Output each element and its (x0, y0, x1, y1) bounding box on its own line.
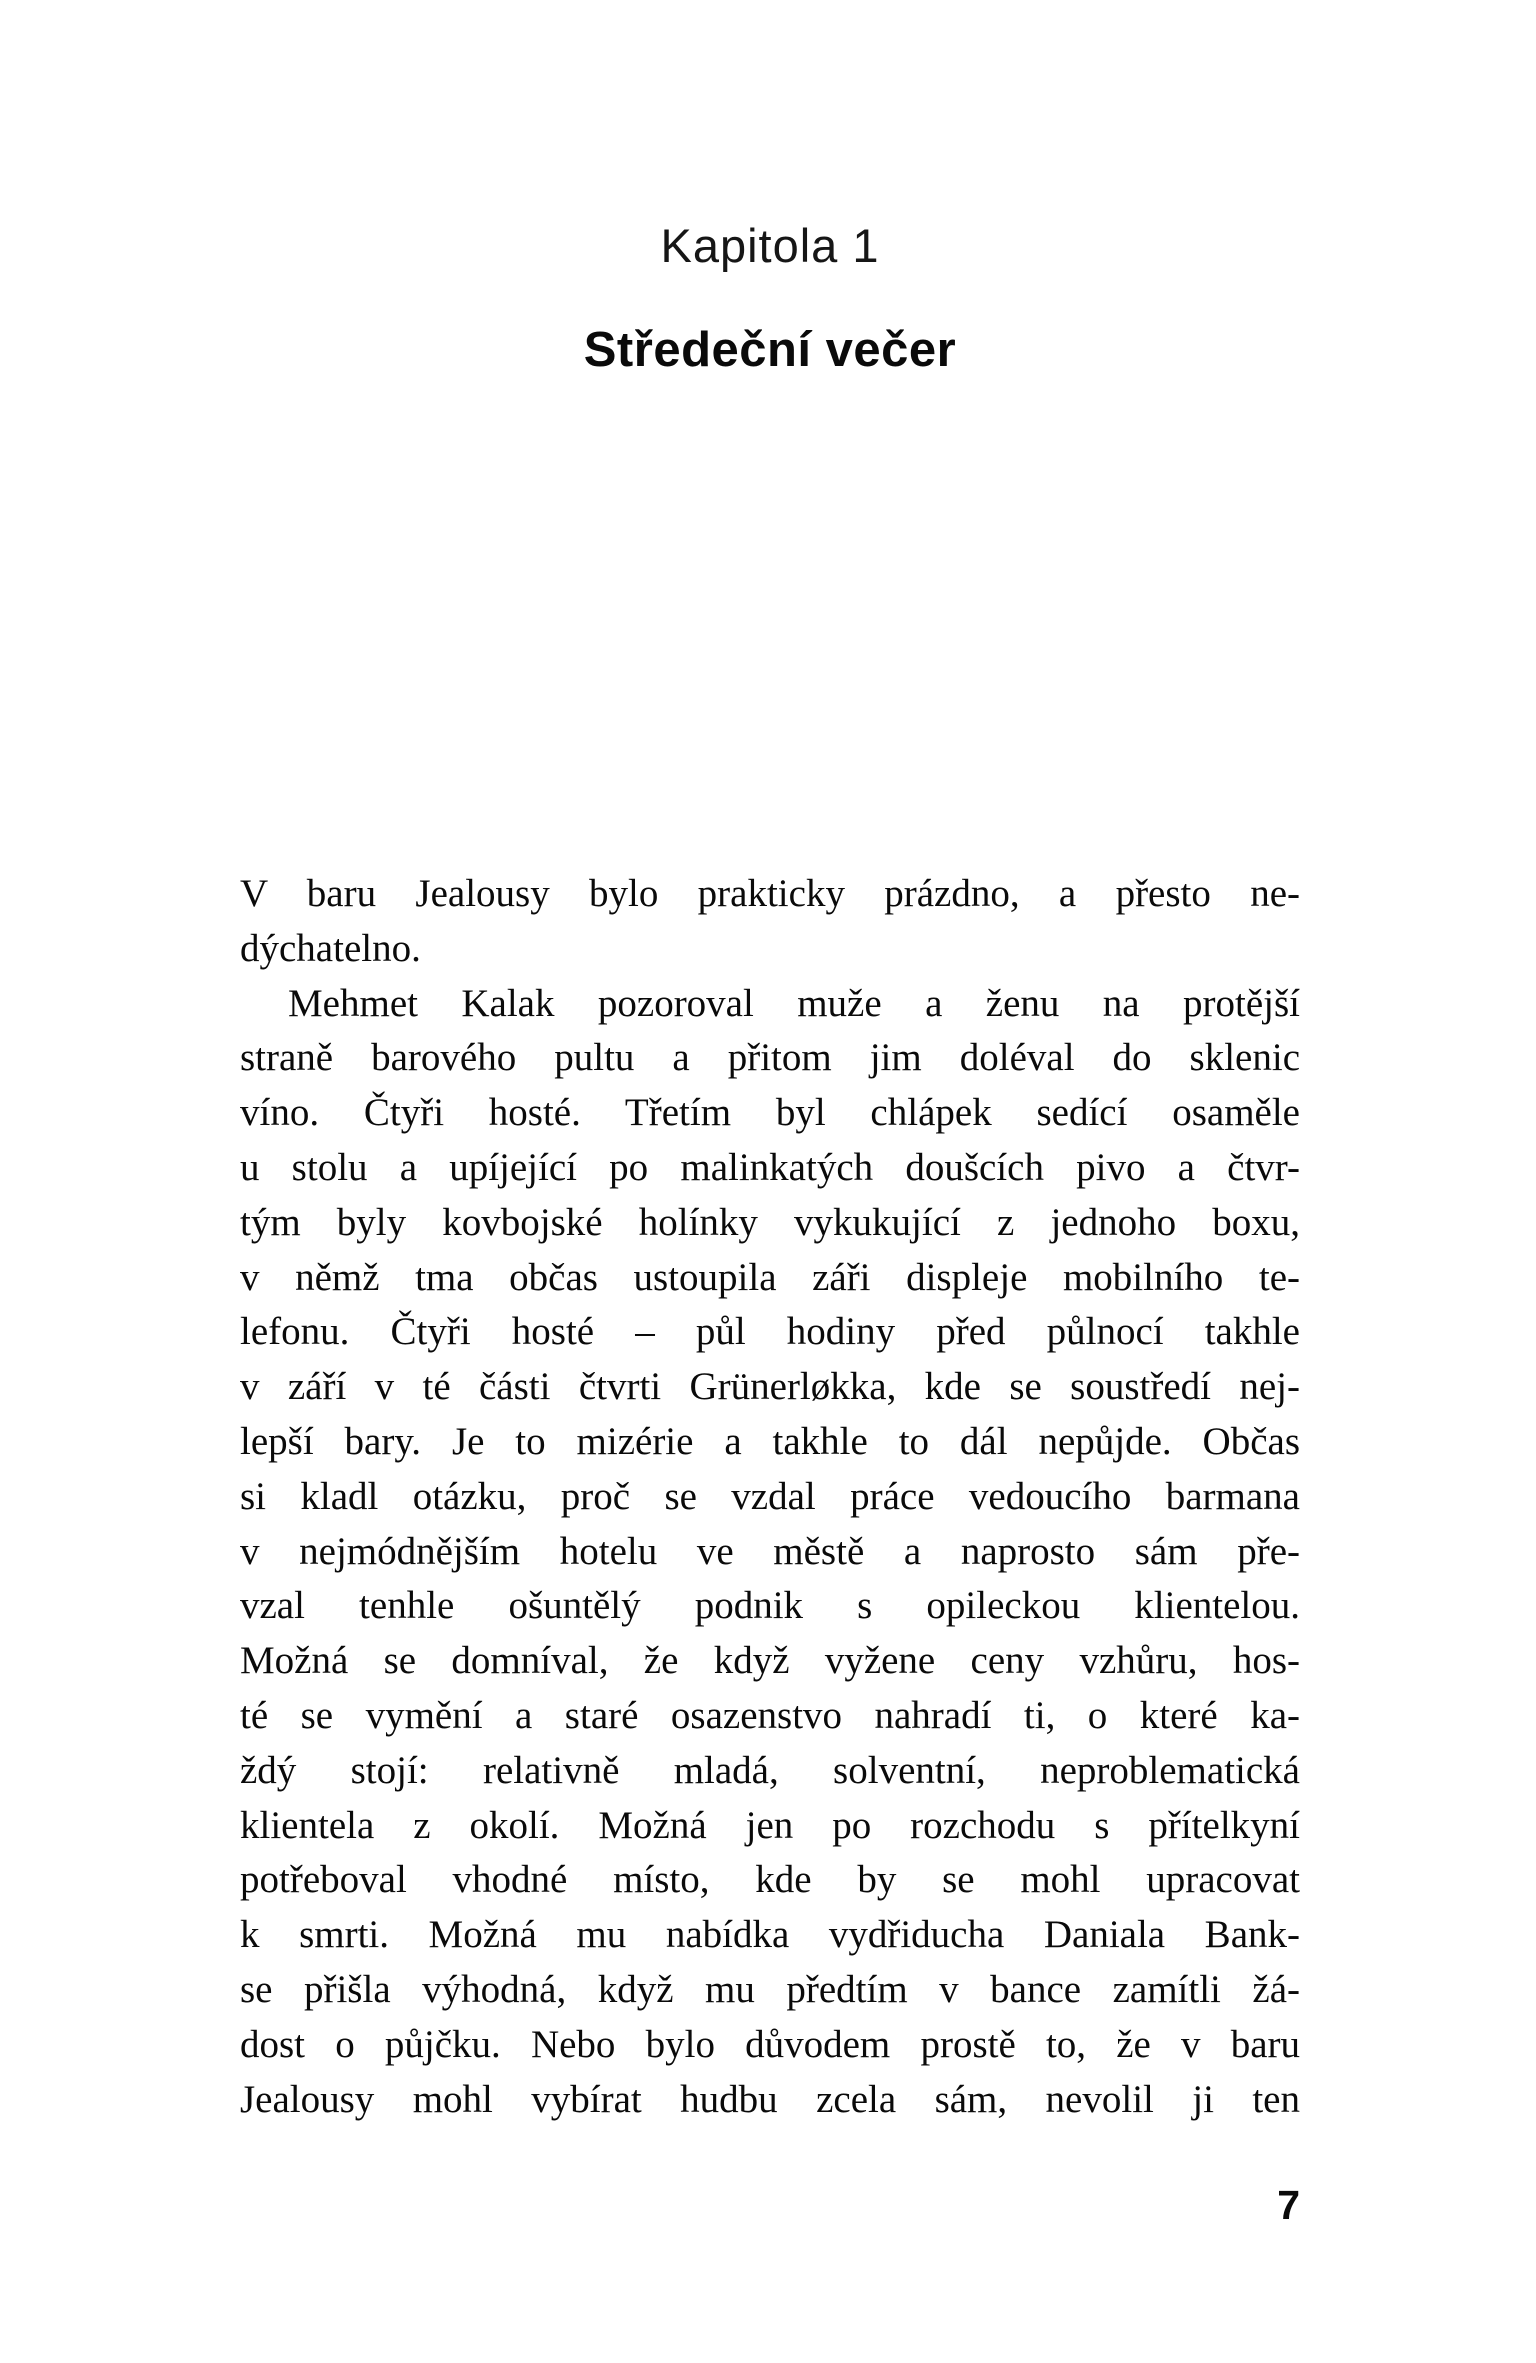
text-line: u stolu a upíjející po malinkatých doušcích pivo a čtvr- (240, 1145, 1300, 1189)
text-line: dýchatelno. (240, 926, 421, 970)
text-line: Možná se domníval, že když vyžene ceny vzhůru, hos- (240, 1639, 1300, 1683)
paragraph (240, 867, 1300, 977)
text-line: k smrti. Možná mu nabídka vydřiducha Daniala Bank- (240, 1913, 1300, 1957)
text-line: Mehmet Kalak pozoroval muže a ženu na protější (288, 981, 1300, 1025)
chapter-title-heading: Středeční večer (583, 323, 957, 377)
text-line: potřeboval vhodné místo, kde by se mohl upracovat (240, 1858, 1300, 1902)
text-line: dost o půjčku. Nebo bylo důvodem prostě to, že v baru (240, 2022, 1300, 2066)
text-line: v září v té části čtvrti Grünerløkka, kde se soustředí nej- (240, 1365, 1300, 1409)
text-line: straně barového pultu a přitom jim doléval do sklenic (240, 1036, 1300, 1080)
chapter-number-heading: Kapitola 1 (660, 219, 880, 272)
text-line: lepší bary. Je to mizérie a takhle to dál nepůjde. Občas (240, 1419, 1300, 1463)
text-column (240, 0, 1300, 2229)
text-line: v němž tma občas ustoupila záři displeje mobilního te- (240, 1255, 1300, 1299)
text-line: v nejmódnějším hotelu ve městě a naprosto sám pře- (240, 1529, 1300, 1573)
paragraph (240, 977, 1300, 2128)
text-line: vzal tenhle ošuntělý podnik s opileckou klientelou. (240, 1584, 1300, 1628)
text-line: klientela z okolí. Možná jen po rozchodu s přítelkyní (240, 1803, 1300, 1847)
text-line: se přišla výhodná, když mu předtím v bance zamítli žá- (240, 1967, 1300, 2011)
page-number: 7 (1277, 2182, 1300, 2229)
text-line: si kladl otázku, proč se vzdal práce vedoucího barmana (240, 1474, 1300, 1518)
text-line: lefonu. Čtyři hosté – půl hodiny před půlnocí takhle (240, 1310, 1300, 1354)
text-line: té se vymění a staré osazenstvo nahradí ti, o které ka- (240, 1693, 1300, 1737)
body-text (240, 867, 1300, 2127)
text-line: tým byly kovbojské holínky vykukující z jednoho boxu, (240, 1200, 1300, 1244)
text-line: V baru Jealousy bylo prakticky prázdno, a přesto ne- (240, 872, 1300, 915)
text-line: ždý stojí: relativně mladá, solventní, neproblematická (240, 1748, 1300, 1792)
text-line: víno. Čtyři hosté. Třetím byl chlápek sedící osaměle (240, 1091, 1300, 1135)
text-line: Jealousy mohl vybírat hudbu zcela sám, nevolil ji ten (240, 2077, 1300, 2121)
